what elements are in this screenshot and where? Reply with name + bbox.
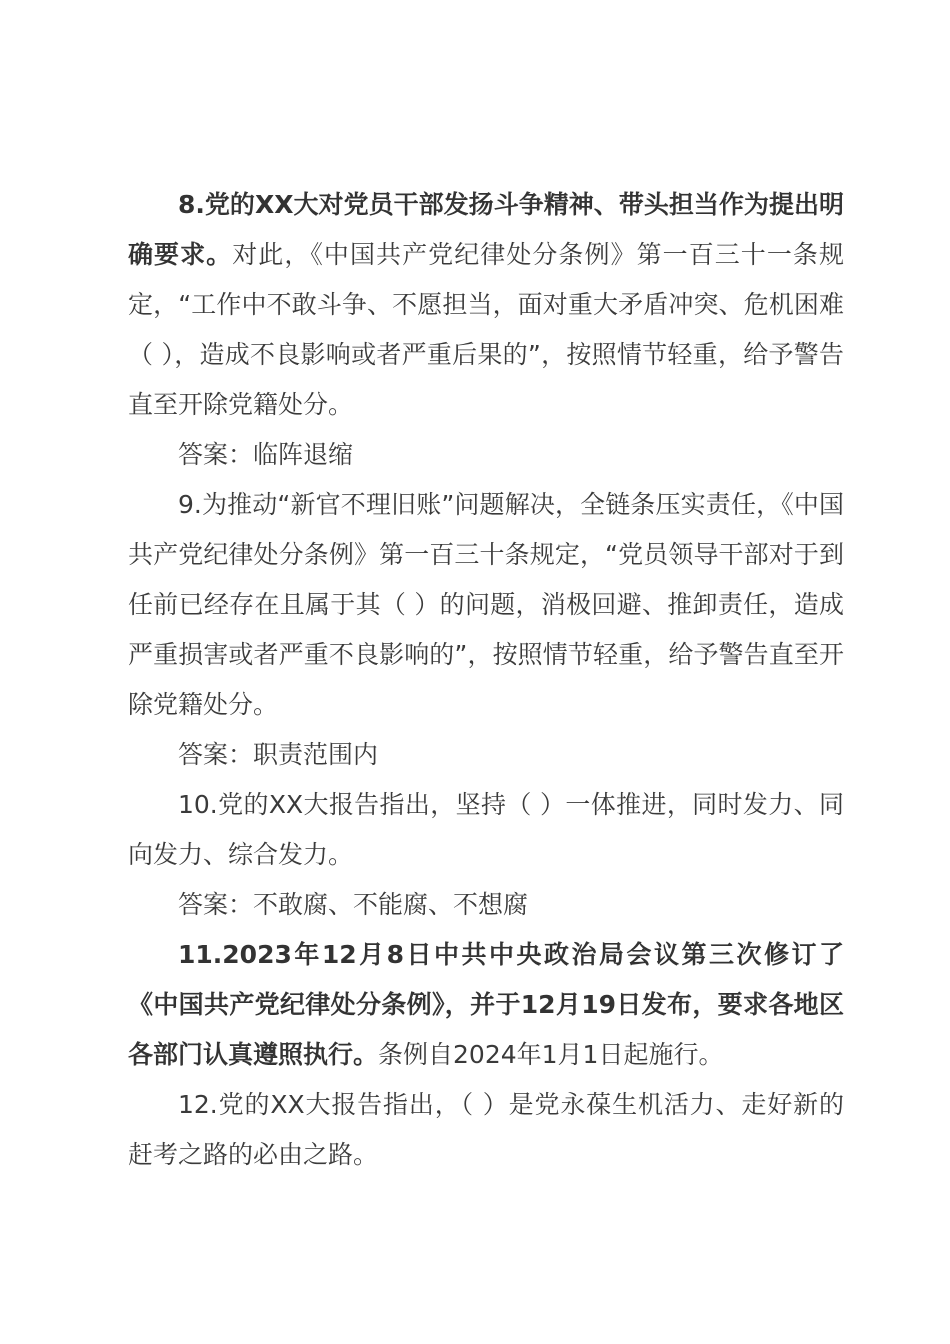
question-12-text: 12.党的XX大报告指出，（ ）是党永葆生机活力、走好新的赶考之路的必由之路。: [128, 1090, 844, 1169]
question-9: [128, 480, 844, 730]
question-12: [128, 1080, 844, 1180]
question-11-text: 条例自2024年1月1日起施行。: [378, 1040, 724, 1069]
question-8: [128, 180, 844, 430]
question-9-text: 9.为推动“新官不理旧账”问题解决，全链条压实责任，《中国共产党纪律处分条例》第一百三十条规定，“党员领导干部对于到任前已经存在且属于其（ ）的问题，消极回避、推卸责任，造成严重损害或者严重不良影响的”，按照情节轻重，给予警告直至开除党籍处分。: [128, 490, 844, 719]
answer-8: 答案：临阵退缩: [178, 440, 354, 469]
question-10: [128, 780, 844, 880]
answer-10: 答案：不敢腐、不能腐、不想腐: [178, 890, 529, 919]
question-11: [128, 930, 844, 1080]
answer-9: 答案：职责范围内: [178, 740, 379, 769]
question-11-bold: 11.2023年12月8日中共中央政治局会议第三次修订了《中国共产党纪律处分条例》，并于12月19日发布，要求各地区各部门认真遵照执行。: [128, 940, 844, 1069]
question-8-text: 对此，《中国共产党纪律处分条例》第一百三十一条规定，“工作中不敢斗争、不愿担当，面对重大矛盾冲突、危机困难（ ），造成不良影响或者严重后果的”，按照情节轻重，给予警告直至开除党籍处分。: [128, 240, 844, 419]
question-10-text: 10.党的XX大报告指出，坚持（ ）一体推进，同时发力、同向发力、综合发力。: [128, 790, 844, 869]
document-body: [128, 180, 844, 1180]
question-8-bold: 8.党的XX大对党员干部发扬斗争精神、带头担当作为提出明确要求。: [128, 190, 844, 269]
